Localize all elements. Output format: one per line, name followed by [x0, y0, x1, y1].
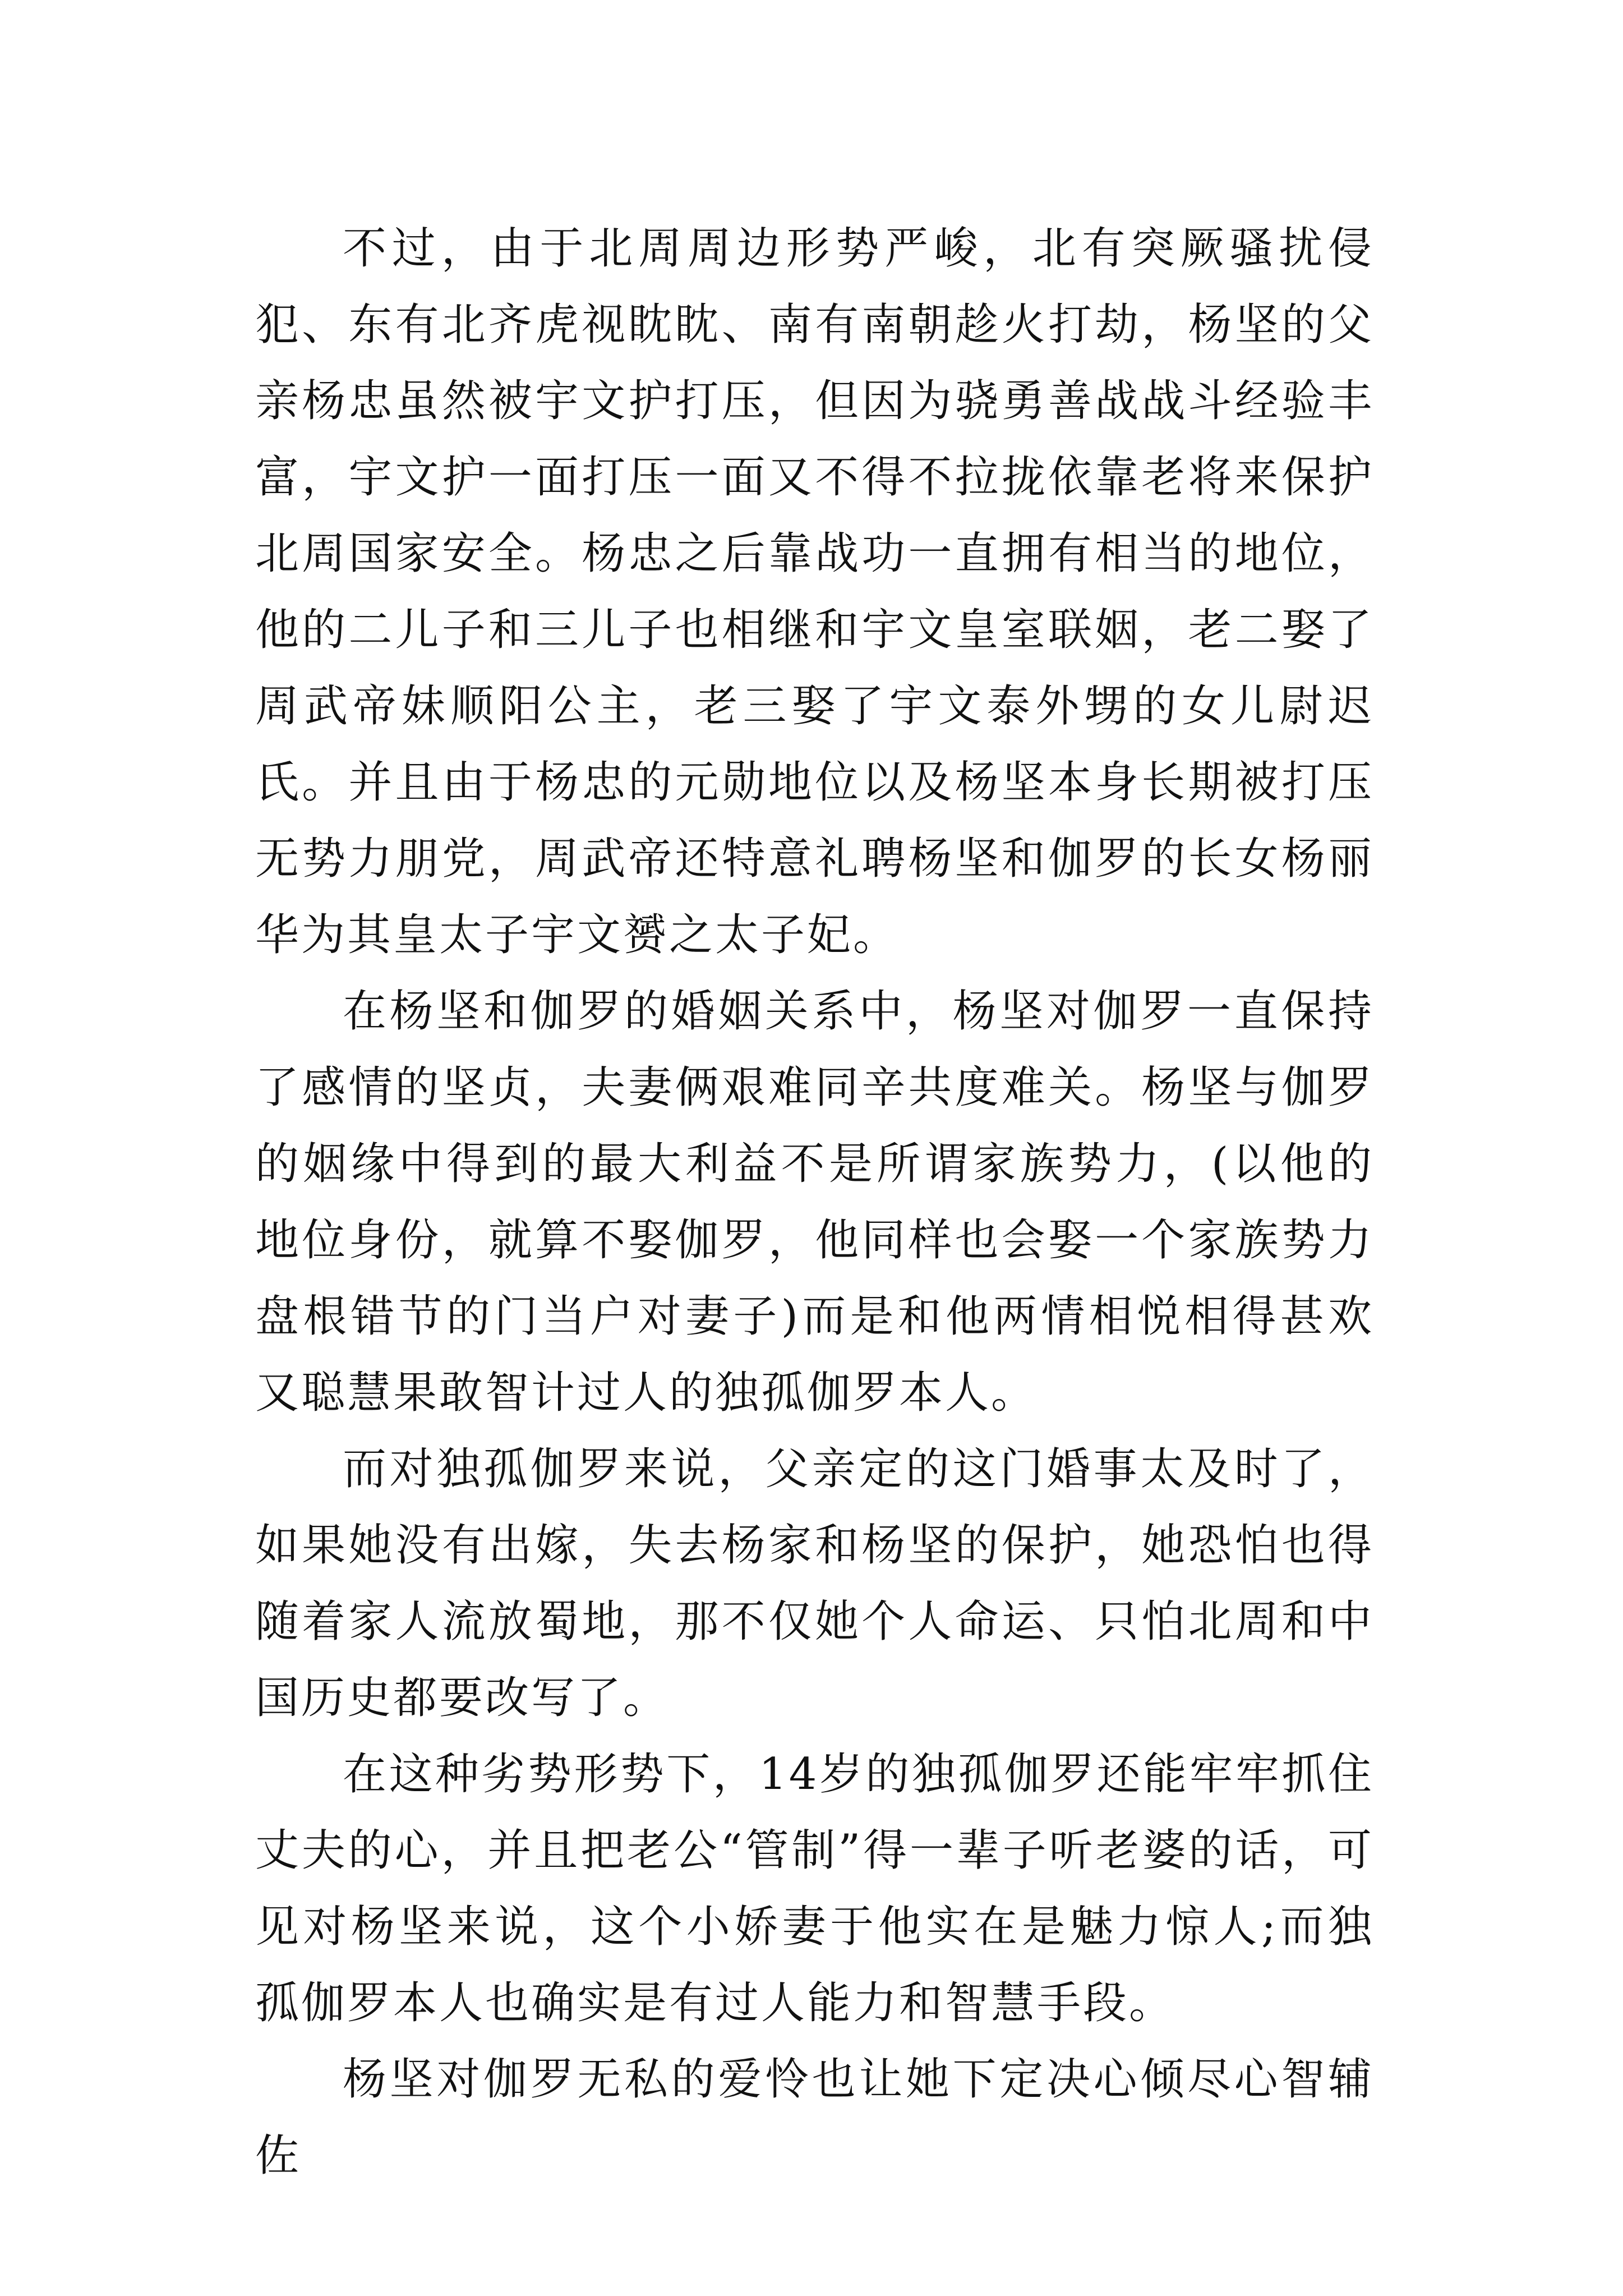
paragraph: 而对独孤伽罗来说，父亲定的这门婚事太及时了，如果她没有出嫁，失去杨家和杨坚的保护，她恐怕也得随着家人流放蜀地，那不仅她个人命运、只怕北周和中国历史都要改写了。	[255, 1444, 1374, 1723]
document-body	[255, 210, 1374, 2194]
paragraph: 杨坚对伽罗无私的爱怜也让她下定决心倾尽心智辅佐	[255, 2054, 1374, 2181]
paragraph: 不过，由于北周周边形势严峻，北有突厥骚扰侵犯、东有北齐虎视眈眈、南有南朝趁火打劫，杨坚的父亲杨忠虽然被宇文护打压，但因为骁勇善战战斗经验丰富，宇文护一面打压一面又不得不拉拢依靠老将来保护北周国家安全。杨忠之后靠战功一直拥有相当的地位，他的二儿子和三儿子也相继和宇文皇室联姻，老二娶了周武帝妹顺阳公主，老三娶了宇文泰外甥的女儿尉迟氏。并且由于杨忠的元勋地位以及杨坚本身长期被打压无势力朋党，周武帝还特意礼聘杨坚和伽罗的长女杨丽华为其皇太子宇文赟之太子妃。	[255, 223, 1374, 960]
paragraph: 在杨坚和伽罗的婚姻关系中，杨坚对伽罗一直保持了感情的坚贞，夫妻俩艰难同辛共度难关。杨坚与伽罗的姻缘中得到的最大利益不是所谓家族势力，(以他的地位身份，就算不娶伽罗，他同样也会娶一个家族势力盘根错节的门当户对妻子)而是和他两情相悦相得甚欢又聪慧果敢智计过人的独孤伽罗本人。	[255, 986, 1374, 1418]
paragraph: 在这种劣势形势下，14岁的独孤伽罗还能牢牢抓住丈夫的心，并且把老公“管制”得一辈子听老婆的话，可见对杨坚来说，这个小娇妻于他实在是魅力惊人;而独孤伽罗本人也确实是有过人能力和智慧手段。	[255, 1749, 1374, 2028]
